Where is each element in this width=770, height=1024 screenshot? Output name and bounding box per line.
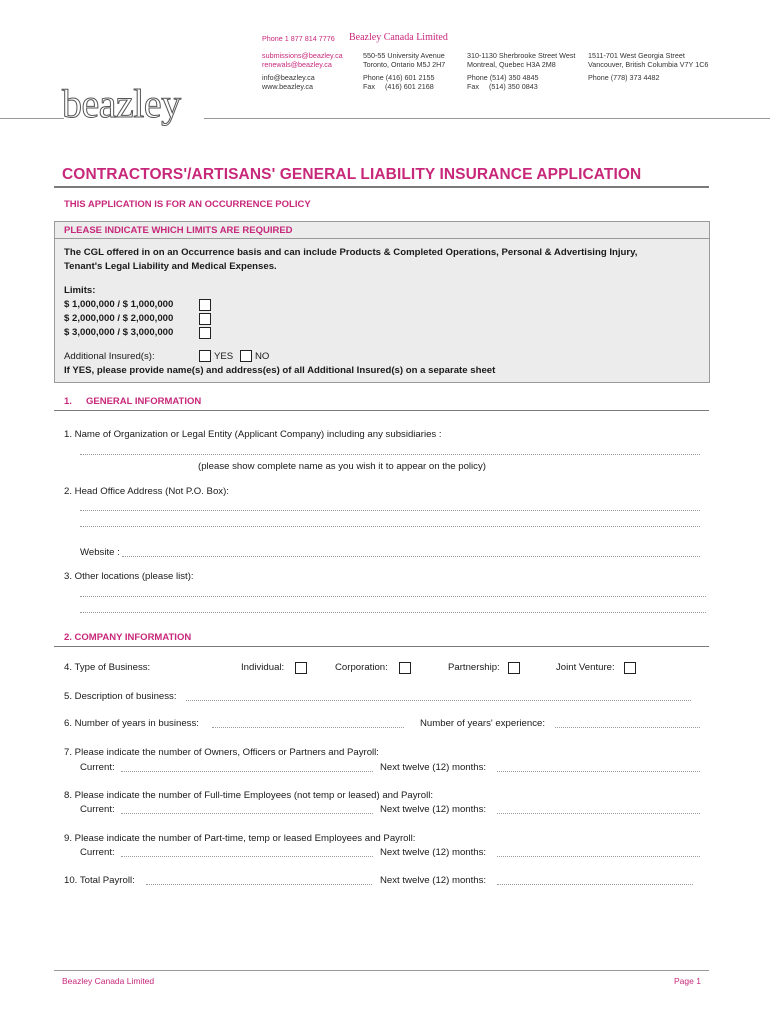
office-toronto-address2: Toronto, Ontario M5J 2H7: [363, 60, 446, 69]
limit-option-2: $ 2,000,000 / $ 2,000,000: [64, 313, 174, 324]
q3-locations-line-2[interactable]: [80, 612, 706, 613]
additional-insured-no-checkbox[interactable]: [240, 350, 252, 362]
business-type-corporation-label: Corporation:: [335, 662, 388, 673]
q3-label: 3. Other locations (please list):: [64, 571, 194, 582]
office-vancouver-address1: 1511-701 West Georgia Street: [588, 51, 685, 60]
header-website[interactable]: www.beazley.ca: [262, 82, 313, 91]
q10-next-line[interactable]: [497, 884, 693, 885]
business-type-partnership-checkbox[interactable]: [508, 662, 520, 674]
q5-description-line[interactable]: [186, 700, 691, 701]
header-email-submissions[interactable]: submissions@beazley.ca: [262, 51, 343, 60]
q8-current-label: Current:: [80, 804, 115, 815]
q8-next-line[interactable]: [497, 813, 700, 814]
office-vancouver-address2: Vancouver, British Columbia V7Y 1C6: [588, 60, 709, 69]
business-type-individual-checkbox[interactable]: [295, 662, 307, 674]
limit-2-checkbox[interactable]: [199, 313, 211, 325]
business-type-joint-venture-checkbox[interactable]: [624, 662, 636, 674]
q2-address-line-1[interactable]: [80, 510, 700, 511]
q8-label: 8. Please indicate the number of Full-time Employees (not temp or leased) and Payroll:: [64, 790, 434, 801]
q9-current-line[interactable]: [121, 856, 373, 857]
q10-next-label: Next twelve (12) months:: [380, 875, 487, 886]
beazley-logo: beazley: [62, 81, 181, 126]
q9-next-line[interactable]: [497, 856, 700, 857]
page-title: CONTRACTORS'/ARTISANS' GENERAL LIABILITY INSURANCE APPLICATION: [62, 166, 642, 183]
office-montreal-phone: Phone (514) 350 4845: [467, 73, 539, 82]
header-email-info[interactable]: info@beazley.ca: [262, 73, 315, 82]
q3-locations-line-1[interactable]: [80, 596, 706, 597]
office-toronto-fax: Fax (416) 601 2168: [363, 82, 434, 91]
q1-name-line[interactable]: [80, 454, 700, 455]
limits-label: Limits:: [64, 285, 96, 296]
q6-label: 6. Number of years in business:: [64, 718, 199, 729]
website-line[interactable]: [122, 556, 700, 557]
footer-page-number: Page 1: [674, 976, 701, 986]
additional-insured-label: Additional Insured(s):: [64, 351, 155, 362]
additional-insured-yes-label: YES: [214, 351, 234, 362]
header-company: Beazley Canada Limited: [349, 32, 448, 43]
cgl-description-line1: The CGL offered in on an Occurrence basis and can include Products & Completed Operations, Personal & Advertising Injury,: [64, 247, 638, 258]
business-type-individual-label: Individual:: [241, 662, 285, 673]
section2-heading: 2. COMPANY INFORMATION: [64, 632, 192, 643]
q4-label: 4. Type of Business:: [64, 662, 151, 673]
logo-line-left: [0, 118, 64, 119]
q2-address-line-2[interactable]: [80, 526, 700, 527]
q1-note: (please show complete name as you wish it to appear on the policy): [198, 461, 486, 472]
q1-label: 1. Name of Organization or Legal Entity (Applicant Company) including any subsidiaries :: [64, 429, 442, 440]
section1-number: 1.: [64, 396, 72, 407]
q8-current-line[interactable]: [121, 813, 373, 814]
q6b-label: Number of years' experience:: [420, 718, 546, 729]
office-montreal-address2: Montreal, Quebec H3A 2M8: [467, 60, 556, 69]
office-toronto-address1: 550-55 University Avenue: [363, 51, 445, 60]
section1-rule: [54, 410, 709, 411]
q7-next-label: Next twelve (12) months:: [380, 762, 487, 773]
office-toronto-phone: Phone (416) 601 2155: [363, 73, 435, 82]
q2-label: 2. Head Office Address (Not P.O. Box):: [64, 486, 229, 497]
limits-divider: [55, 238, 709, 239]
office-montreal-address1: 310-1130 Sherbrooke Street West: [467, 51, 576, 60]
q7-current-label: Current:: [80, 762, 115, 773]
q5-label: 5. Description of business:: [64, 691, 177, 702]
q7-current-line[interactable]: [121, 771, 373, 772]
occurrence-note: THIS APPLICATION IS FOR AN OCCURRENCE POLICY: [64, 199, 311, 210]
footer-company: Beazley Canada Limited: [62, 976, 155, 986]
q9-label: 9. Please indicate the number of Part-time, temp or leased Employees and Payroll:: [64, 833, 416, 844]
business-type-partnership-label: Partnership:: [448, 662, 500, 673]
limit-option-1: $ 1,000,000 / $ 1,000,000: [64, 299, 174, 310]
additional-insured-yes-checkbox[interactable]: [199, 350, 211, 362]
business-type-corporation-checkbox[interactable]: [399, 662, 411, 674]
q10-payroll-line[interactable]: [146, 884, 372, 885]
logo-line-right: [204, 118, 770, 119]
limit-3-checkbox[interactable]: [199, 327, 211, 339]
limit-1-checkbox[interactable]: [199, 299, 211, 311]
header-email-renewals[interactable]: renewals@beazley.ca: [262, 60, 332, 69]
additional-insured-no-label: NO: [255, 351, 270, 362]
title-rule: [54, 186, 709, 188]
q7-label: 7. Please indicate the number of Owners, Officers or Partners and Payroll:: [64, 747, 379, 758]
limits-heading: PLEASE INDICATE WHICH LIMITS ARE REQUIRED: [64, 225, 293, 236]
additional-insured-note: If YES, please provide name(s) and address(es) of all Additional Insured(s) on a separate sheet: [64, 365, 496, 376]
cgl-description-line2: Tenant's Legal Liability and Medical Expenses.: [64, 261, 277, 272]
q7-next-line[interactable]: [497, 771, 700, 772]
office-montreal-fax: Fax (514) 350 0843: [467, 82, 538, 91]
office-vancouver-phone: Phone (778) 373 4482: [588, 73, 660, 82]
business-type-joint-venture-label: Joint Venture:: [556, 662, 615, 673]
section2-rule: [54, 646, 709, 647]
q8-next-label: Next twelve (12) months:: [380, 804, 487, 815]
section1-heading: GENERAL INFORMATION: [86, 396, 202, 407]
limit-option-3: $ 3,000,000 / $ 3,000,000: [64, 327, 174, 338]
q6-years-line[interactable]: [212, 727, 404, 728]
q9-next-label: Next twelve (12) months:: [380, 847, 487, 858]
header-phone: Phone 1 877 814 7776: [262, 34, 335, 43]
q10-label: 10. Total Payroll:: [64, 875, 135, 886]
website-label: Website :: [80, 547, 120, 558]
q6b-experience-line[interactable]: [555, 727, 700, 728]
q9-current-label: Current:: [80, 847, 115, 858]
footer-rule: [54, 970, 709, 971]
